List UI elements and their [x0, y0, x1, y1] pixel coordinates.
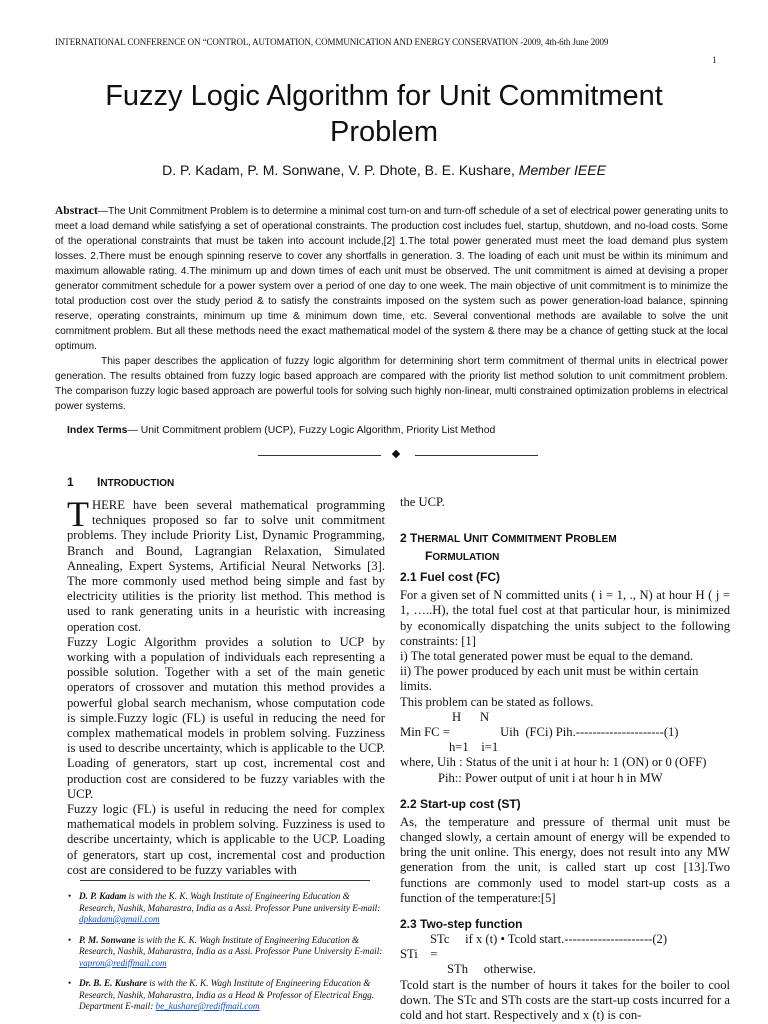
divider-rule-right: [415, 455, 538, 456]
footnote-rule: [80, 880, 370, 881]
index-terms: [67, 425, 495, 436]
page-number: 1: [712, 55, 717, 65]
abstract-label: Abstract: [55, 205, 98, 217]
section-1-initial: I: [97, 475, 101, 489]
index-terms-label: Index Terms: [67, 425, 128, 436]
email-link[interactable]: dpkadam@gmail.com: [79, 914, 160, 924]
abstract-paragraph-1: [55, 204, 728, 354]
footnote-text: is with the K. K. Wagh Institute of Engineering Education & Research, Nashik, Maharastra, India as a Head & Professor of Electrical Engg. Department E-mail:: [79, 978, 375, 1011]
left-column: [67, 474, 385, 878]
abstract: [55, 204, 728, 414]
subsection-2-2-heading: 2.2 Start-up cost (ST): [400, 796, 521, 811]
section-2-word: NIT: [472, 534, 489, 546]
constraint-1: i) The total generated power must be equal to the demand.: [400, 649, 694, 664]
email-link[interactable]: vapron@rediffmail.com: [79, 957, 167, 968]
divider-diamond-icon: [392, 450, 400, 458]
two-step-line-2: STi =: [400, 947, 438, 962]
subsection-2-3-heading: 2.3 Two-step function: [400, 917, 523, 932]
footnote-name: Dr. B. E. Kushare: [79, 978, 147, 988]
two-step-line-1: STc if x (t) • Tcold start.---------------------(2): [430, 932, 668, 947]
where-pih: Pih:: Power output of unit i at hour h in MW: [438, 770, 663, 785]
footnote-name: P. M. Sonwane: [79, 934, 136, 945]
section-2-word: ORMULATION: [432, 552, 500, 564]
paper-title: Fuzzy Logic Algorithm for Unit Commitment Problem: [105, 80, 663, 148]
two-step-paragraph: Tcold start is the number of hours it takes for the boiler to cool down. The STc and STh costs are the start-up costs incurred for a cold and hot start. Respectively and x (t) is con-: [400, 977, 730, 1023]
where-uih: where, Uih : Status of the unit i at hour h: 1 (ON) or 0 (OFF): [400, 755, 707, 770]
footnote-text: is with the K. K. Wagh Institute of Engineering Education & Research, Nashik, Maharastra, India as a Assi. Professor Pune University E-mail:: [79, 934, 383, 956]
fuel-cost-paragraph: For a given set of N committed units ( i = 1, ., N) at hour H ( j = 1, …..H), the total fuel cost at that particular hour, is minimized by economically dispatching the units subject to the following constraints: [1]: [400, 588, 730, 648]
intro-text-1: HERE have been several mathematical programming techniques proposed so far to solve unit commitment problems. They include Priority List, Dynamic Programming, Branch and Bound, Lagrangian Relaxation, Simulated Annealing, Expert Systems, Artificial Neural Networks [3]. The more commonly used method being simple and fast by electricity utilities is the priority list method. This method is used to rank generating units in a heuristic with increasing operation cost.: [67, 498, 385, 634]
intro-paragraph-3: Fuzzy logic (FL) is useful in reducing the need for complex mathematical models in problem solving. Fuzziness is used to describe uncertainty, which is applicable to the UCP. Loading of generators, start up cost, incremental cost and production cost are considered to be fuzzy variables with: [67, 802, 385, 877]
author-membership: Member IEEE: [518, 162, 606, 178]
right-column: [400, 495, 730, 1023]
equation-1: Min FC = Uih (FCi) Pih.---------------------(1): [400, 725, 679, 740]
section-2-initial: C: [491, 531, 501, 546]
startup-cost-paragraph: As, the temperature and pressure of thermal unit must be changed slowly, a certain amount of energy will be expended to bring the unit online. This energy, does not result into any MW generation from the unit, is called start up cost [13].Two functions are commonly used to model start-up costs as a function of the temperature:[5]: [400, 814, 730, 905]
section-1-heading: [67, 474, 385, 492]
conference-header: INTERNATIONAL CONFERENCE ON “CONTROL, AUTOMATION, COMMUNICATION AND ENERGY CONSERVATION -2009, 4th-6th June 2009: [55, 37, 609, 47]
problem-statement: This problem can be stated as follows.: [400, 694, 594, 709]
author-names: D. P. Kadam, P. M. Sonwane, V. P. Dhote, B. E. Kushare,: [162, 162, 515, 178]
equation-1-top: H N: [452, 709, 490, 724]
section-1-title-rest: NTRODUCTION: [100, 478, 175, 489]
two-step-line-3: STh otherwise.: [447, 962, 536, 977]
author-line: [60, 162, 708, 178]
footnote-name: D. P. Kadam: [79, 891, 127, 901]
equation-1-bottom: h=1 i=1: [449, 740, 499, 755]
continuation-text: the UCP.: [400, 495, 445, 509]
subsection-2-1-heading: 2.1 Fuel cost (FC): [400, 570, 501, 585]
footnote-kadam: [79, 891, 385, 926]
index-terms-text: — Unit Commitment problem (UCP), Fuzzy Logic Algorithm, Priority List Method: [127, 425, 496, 436]
section-2-number: 2: [400, 531, 407, 546]
section-2-word: HERMAL: [417, 534, 461, 546]
author-footnotes: [67, 880, 385, 1022]
section-2-initial: F: [425, 549, 433, 564]
footnote-kushare: [79, 978, 385, 1013]
abstract-dash: —: [97, 206, 108, 217]
abstract-paragraph-2: This paper describes the application of fuzzy logic algorithm for determining short term commitment of thermal units in electrical power generation. The results obtained from fuzzy logic based approach are compared with the priority list method solution to unit commitment problem. The comparison fuzzy logic based approach are powerful tools for solving such highly non-linear, multi constrained optimization problems in electrical power systems.: [55, 356, 728, 412]
drop-cap: T: [67, 494, 89, 534]
intro-paragraph-2: Fuzzy Logic Algorithm provides a solution to UCP by working with a population of individuals each representing a possible solution. Together with a set of the main genetic operators of crossover and mutation this method provides a powerful global search mechanism, whose computation code is simple.Fuzzy logic (FL) is useful in reducing the need for complex mathematical models in problem solving. Fuzziness is used to describe uncertainty, which is applicable to the UCP. Loading of generators, start up cost, incremental cost and production cost are considered to be fuzzy variables with the UCP.: [67, 634, 385, 801]
section-1-number: 1: [67, 475, 74, 489]
intro-paragraph-1: [67, 494, 385, 635]
footnote-sonwane: [79, 935, 385, 970]
section-2-heading: [400, 530, 730, 566]
section-2-initial: P: [565, 531, 574, 546]
footnote-text: is with the K. K. Wagh Institute of Engineering Education & Research, Nashik, Maharastra, India as a Assi. Professor Pune university E-mail:: [79, 891, 381, 913]
section-2-initial: T: [410, 531, 418, 546]
constraint-2: ii) The power produced by each unit must be within certain limits.: [400, 664, 699, 694]
abstract-text-1: The Unit Commitment Problem is to determine a minimal cost turn-on and turn-off schedule of a set of electrical power generating units to meet a load demand while satisfying a set of operational constraints. The production cost includes fuel, startup, shutdown, and no-load costs. Some of the operational constraints that must be taken into account include,[2] 1.The total power generated must meet the load demand plus system losses. 2.There must be enough spinning reserve to cover any shortfalls in generation. 3. The loading of each unit must be within its minimum and maximum allowable rating. 4.The minimum up and down times of each unit must be observed. The unit commitment is aimed at devising a proper generator commitment schedule for a power system over a period of one day to one week. The main objective of unit commitment is to minimize the total production cost over the study period & to satisfy the constraints imposed on the system such as power generation-load balance, spinning reserve, operating constraints, minimum up time & minimum down time, etc. Several conventional methods are available to solve the unit commitment problem. But all these methods need the exact mathematical model of the system & there may be a chance of getting stuck at the local optimum.: [55, 206, 728, 352]
email-link[interactable]: be_kushare@rediffmail.com: [155, 1001, 260, 1011]
section-divider: [258, 448, 538, 462]
section-2-word: OMMITMENT: [500, 534, 562, 546]
divider-rule-left: [258, 455, 381, 456]
section-2-initial: U: [463, 531, 473, 546]
section-2-word: ROBLEM: [573, 534, 617, 546]
